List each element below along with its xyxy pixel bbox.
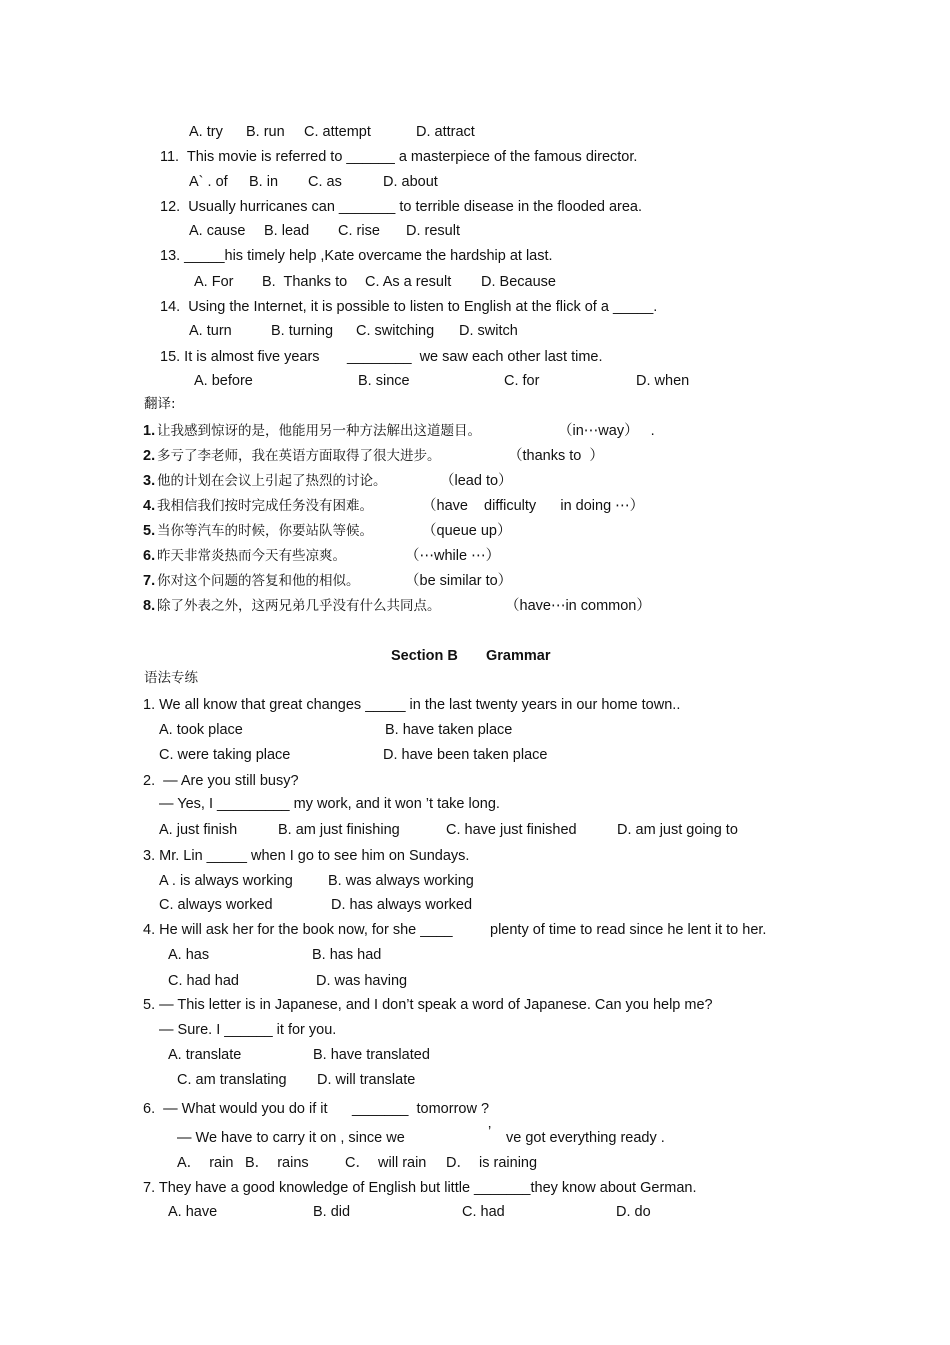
q15-option-d: D. when: [636, 373, 690, 389]
q11-option-d: D. about: [383, 174, 438, 190]
g6-stem-start: 6. — What would you do if it: [143, 1101, 328, 1117]
q15-option-a: A. before: [194, 373, 253, 389]
q11-option-c: C. as: [308, 174, 342, 190]
q10-option-b: B. run: [246, 124, 285, 140]
g2-option-b: B. am just finishing: [278, 822, 400, 838]
g4-option-c: C. had had: [168, 973, 239, 989]
g4-option-a: A. has: [168, 947, 210, 963]
translation-item-text: 除了外表之外，这两兄弟几乎没有什么共同点。: [157, 598, 441, 614]
translation-item-hint: （have difficulty in doing ⋯）: [422, 498, 645, 514]
g4-stem-end: plenty of time to read since he lent it to her.: [490, 922, 767, 938]
g6-reply-start: — We have to carry it on , since we: [177, 1130, 405, 1146]
q14-option-b: B. turning: [271, 323, 334, 339]
g7-stem: 7. They have a good knowledge of English but little _______they know about German.: [143, 1180, 697, 1196]
translation-item-number: 8.: [143, 598, 156, 614]
g6-stem-end: _______ tomorrow ?: [352, 1101, 490, 1117]
g3-option-c: C. always worked: [159, 897, 273, 913]
g2-option-d: D. am just going to: [617, 822, 738, 838]
translation-item-number: 2.: [143, 448, 156, 464]
q12-option-a: A. cause: [189, 223, 246, 239]
q15-stem-start: 15. It is almost five years: [160, 349, 320, 365]
g5-option-a: A. translate: [168, 1047, 242, 1063]
g1-option-b: B. have taken place: [385, 722, 513, 738]
g5-option-b: B. have translated: [313, 1047, 430, 1063]
g7-option-c: C. had: [462, 1204, 505, 1220]
q10-option-a: A. try: [189, 124, 223, 140]
g6-option-d: D． is raining: [446, 1155, 538, 1171]
g7-option-a: A. have: [168, 1204, 218, 1220]
section-heading-grammar: Grammar: [486, 648, 551, 664]
translation-item-text: 你对这个问题的答复和他的相似。: [157, 573, 360, 589]
g5-reply: — Sure. I ______ it for you.: [159, 1022, 337, 1038]
g6-option-a: A． rain: [177, 1155, 234, 1171]
translation-item-hint: （be similar to）: [405, 573, 513, 589]
g6-reply-apostrophe: ’: [488, 1124, 492, 1140]
q13-option-c: C. As a result: [365, 274, 452, 290]
q14-option-c: C. switching: [356, 323, 435, 339]
g3-stem: 3. Mr. Lin _____ when I go to see him on Sundays.: [143, 848, 470, 864]
translation-item-number: 6.: [143, 548, 156, 564]
g2-stem: 2. — Are you still busy?: [143, 773, 299, 789]
g6-reply-end: ve got everything ready .: [506, 1130, 665, 1146]
g1-option-c: C. were taking place: [159, 747, 291, 763]
g4-option-d: D. was having: [316, 973, 408, 989]
translation-item-number: 1.: [143, 423, 156, 439]
translation-item-hint: （lead to）: [440, 473, 513, 489]
g6-option-b: B． rains: [245, 1155, 309, 1171]
g5-option-d: D. will translate: [317, 1072, 416, 1088]
section-subtitle: 语法专练: [144, 670, 198, 686]
g4-stem-start: 4. He will ask her for the book now, for she ____: [143, 922, 453, 938]
translation-item-hint: （queue up）: [422, 523, 512, 539]
translation-item-text: 昨天非常炎热而今天有些凉爽。: [157, 548, 346, 564]
q12-stem: 12. Usually hurricanes can _______ to terrible disease in the flooded area.: [160, 199, 643, 215]
q13-option-d: D. Because: [481, 274, 556, 290]
g5-option-c: C. am translating: [177, 1072, 287, 1088]
q15-stem-end: ________ we saw each other last time.: [347, 349, 603, 365]
q12-option-d: D. result: [406, 223, 460, 239]
q11-option-a: A` . of: [189, 174, 228, 190]
q13-stem: 13. _____his timely help ,Kate overcame the hardship at last.: [160, 248, 553, 264]
translation-item-hint: （thanks to ）: [508, 448, 604, 464]
g2-option-a: A. just finish: [159, 822, 238, 838]
translation-item-hint: （in⋯way） .: [558, 423, 655, 439]
q13-option-a: A. For: [194, 274, 234, 290]
g3-option-b: B. was always working: [328, 873, 474, 889]
q10-option-c: C. attempt: [304, 124, 371, 140]
g4-option-b: B. has had: [312, 947, 382, 963]
g1-option-a: A. took place: [159, 722, 243, 738]
q14-option-d: D. switch: [459, 323, 518, 339]
translation-item-text: 我相信我们按时完成任务没有困难。: [157, 498, 373, 514]
q12-option-b: B. lead: [264, 223, 310, 239]
g3-option-a: A . is always working: [159, 873, 293, 889]
q15-option-c: C. for: [504, 373, 540, 389]
translation-item-number: 5.: [143, 523, 156, 539]
translation-item-text: 当你等汽车的时候，你要站队等候。: [157, 523, 373, 539]
translation-item-text: 他的计划在会议上引起了热烈的讨论。: [157, 473, 387, 489]
g5-stem: 5. — This letter is in Japanese, and I don’t speak a word of Japanese. Can you help me?: [143, 997, 713, 1013]
g1-stem: 1. We all know that great changes _____ in the last twenty years in our home town..: [143, 697, 681, 713]
q10-option-d: D. attract: [416, 124, 475, 140]
q14-stem: 14. Using the Internet, it is possible to listen to English at the flick of a _____.: [160, 299, 658, 315]
translation-item-text: 让我感到惊讶的是，他能用另一种方法解出这道题目。: [157, 423, 481, 439]
q14-option-a: A. turn: [189, 323, 232, 339]
q11-option-b: B. in: [249, 174, 279, 190]
g3-option-d: D. has always worked: [331, 897, 473, 913]
q13-option-b: B. Thanks to: [262, 274, 348, 290]
translation-item-hint: （have⋯in common）: [505, 598, 651, 614]
q15-option-b: B. since: [358, 373, 410, 389]
translation-item-number: 4.: [143, 498, 156, 514]
g2-reply: — Yes, I _________ my work, and it won ’t take long.: [159, 796, 500, 812]
translation-title: 翻译:: [144, 396, 176, 412]
translation-item-hint: （⋯while ⋯）: [405, 548, 501, 564]
g7-option-b: B. did: [313, 1204, 351, 1220]
section-heading: Section B: [391, 648, 458, 664]
translation-item-number: 3.: [143, 473, 156, 489]
g7-option-d: D. do: [616, 1204, 651, 1220]
translation-item-number: 7.: [143, 573, 156, 589]
g2-option-c: C. have just finished: [446, 822, 577, 838]
g1-option-d: D. have been taken place: [383, 747, 548, 763]
g6-option-c: C． will rain: [345, 1155, 427, 1171]
q12-option-c: C. rise: [338, 223, 380, 239]
q11-stem: 11. This movie is referred to ______ a masterpiece of the famous director.: [160, 149, 638, 165]
translation-item-text: 多亏了李老师，我在英语方面取得了很大进步。: [157, 448, 441, 464]
